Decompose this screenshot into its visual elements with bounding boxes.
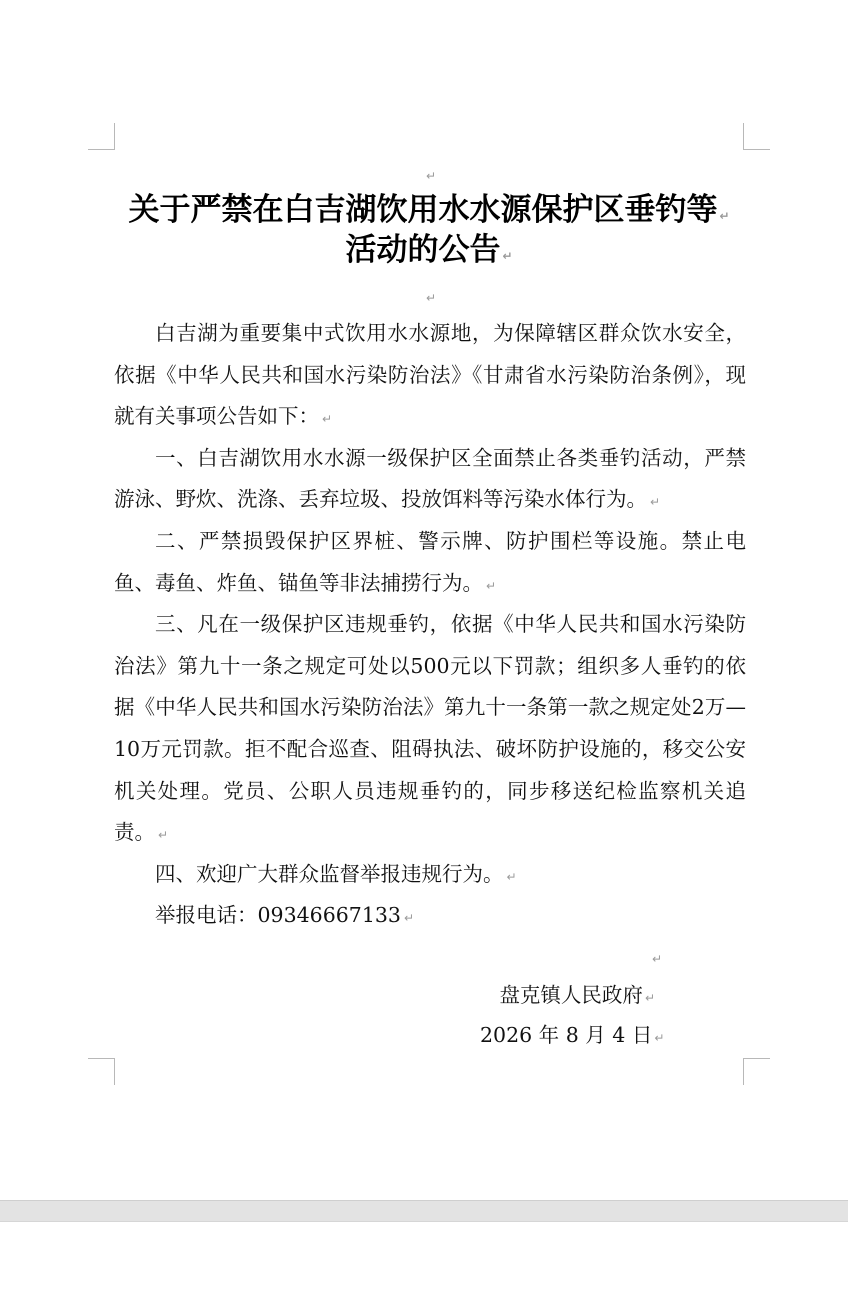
crop-mark-bottom-left — [88, 1058, 115, 1085]
crop-mark-top-right — [743, 123, 770, 150]
document-body — [114, 313, 746, 937]
horizontal-scrollbar[interactable] — [0, 1200, 848, 1222]
paragraph-mark-icon: ↵ — [650, 495, 661, 510]
signature-date: 2026 年 8 月 4 日 ↵ — [480, 1023, 665, 1047]
paragraph-item-1: 一、白吉湖饮用水水源一级保护区全面禁止各类垂钓活动，严禁游泳、野炊、洗涤、丢弃垃圾、投放饵料等污染水体行为。 ↵ — [114, 445, 746, 512]
paragraph-mark-icon: ↵ — [486, 578, 497, 593]
document-title-line-1: 关于严禁在白吉湖饮用水水源保护区垂钓等 ↵ — [128, 192, 730, 228]
paragraph-mark-icon: ↵ — [506, 869, 517, 884]
paragraph-mark-icon: ↵ — [426, 291, 437, 305]
paragraph-mark-icon: ↵ — [719, 209, 730, 223]
paragraph-mark-icon: ↵ — [652, 952, 663, 966]
crop-mark-bottom-right — [743, 1058, 770, 1085]
crop-mark-top-left — [88, 123, 115, 150]
paragraph-mark-icon: ↵ — [426, 169, 437, 183]
paragraph-hotline: 举报电话：09346667133 ↵ — [155, 903, 415, 928]
paragraph-mark-icon: ↵ — [644, 991, 655, 1005]
paragraph-mark-icon: ↵ — [322, 412, 333, 427]
signature-organization: 盘克镇人民政府 ↵ — [499, 983, 655, 1007]
paragraph-item-2: 二、严禁损毁保护区界桩、警示牌、防护围栏等设施。禁止电鱼、毒鱼、炸鱼、锚鱼等非法捕捞行为。 ↵ — [114, 528, 746, 595]
workspace-background — [0, 1200, 848, 1297]
document-title-line-2: 活动的公告 ↵ — [345, 232, 513, 268]
paragraph-mark-icon: ↵ — [502, 249, 513, 263]
paragraph-mark-icon: ↵ — [158, 828, 169, 843]
paragraph-mark-icon: ↵ — [654, 1031, 665, 1045]
paragraph-item-3: 三、凡在一级保护区违规垂钓，依据《中华人民共和国水污染防治法》第九十一条之规定可处以500元以下罚款；组织多人垂钓的依据《中华人民共和国水污染防治法》第九十一条第一款之规定处2万—10万元罚款。拒不配合巡查、阻碍执法、破坏防护设施的，移交公安机关处理。党员、公职人员违规垂钓的，同步移送纪检监察机关追责。 ↵ — [114, 612, 746, 845]
paragraph-intro: 白吉湖为重要集中式饮用水水源地，为保障辖区群众饮水安全，依据《中华人民共和国水污染防治法》《甘肃省水污染防治条例》，现就有关事项公告如下： ↵ — [114, 321, 746, 429]
paragraph-item-4: 四、欢迎广大群众监督举报违规行为。 ↵ — [155, 861, 517, 886]
paragraph-mark-icon: ↵ — [403, 911, 415, 926]
